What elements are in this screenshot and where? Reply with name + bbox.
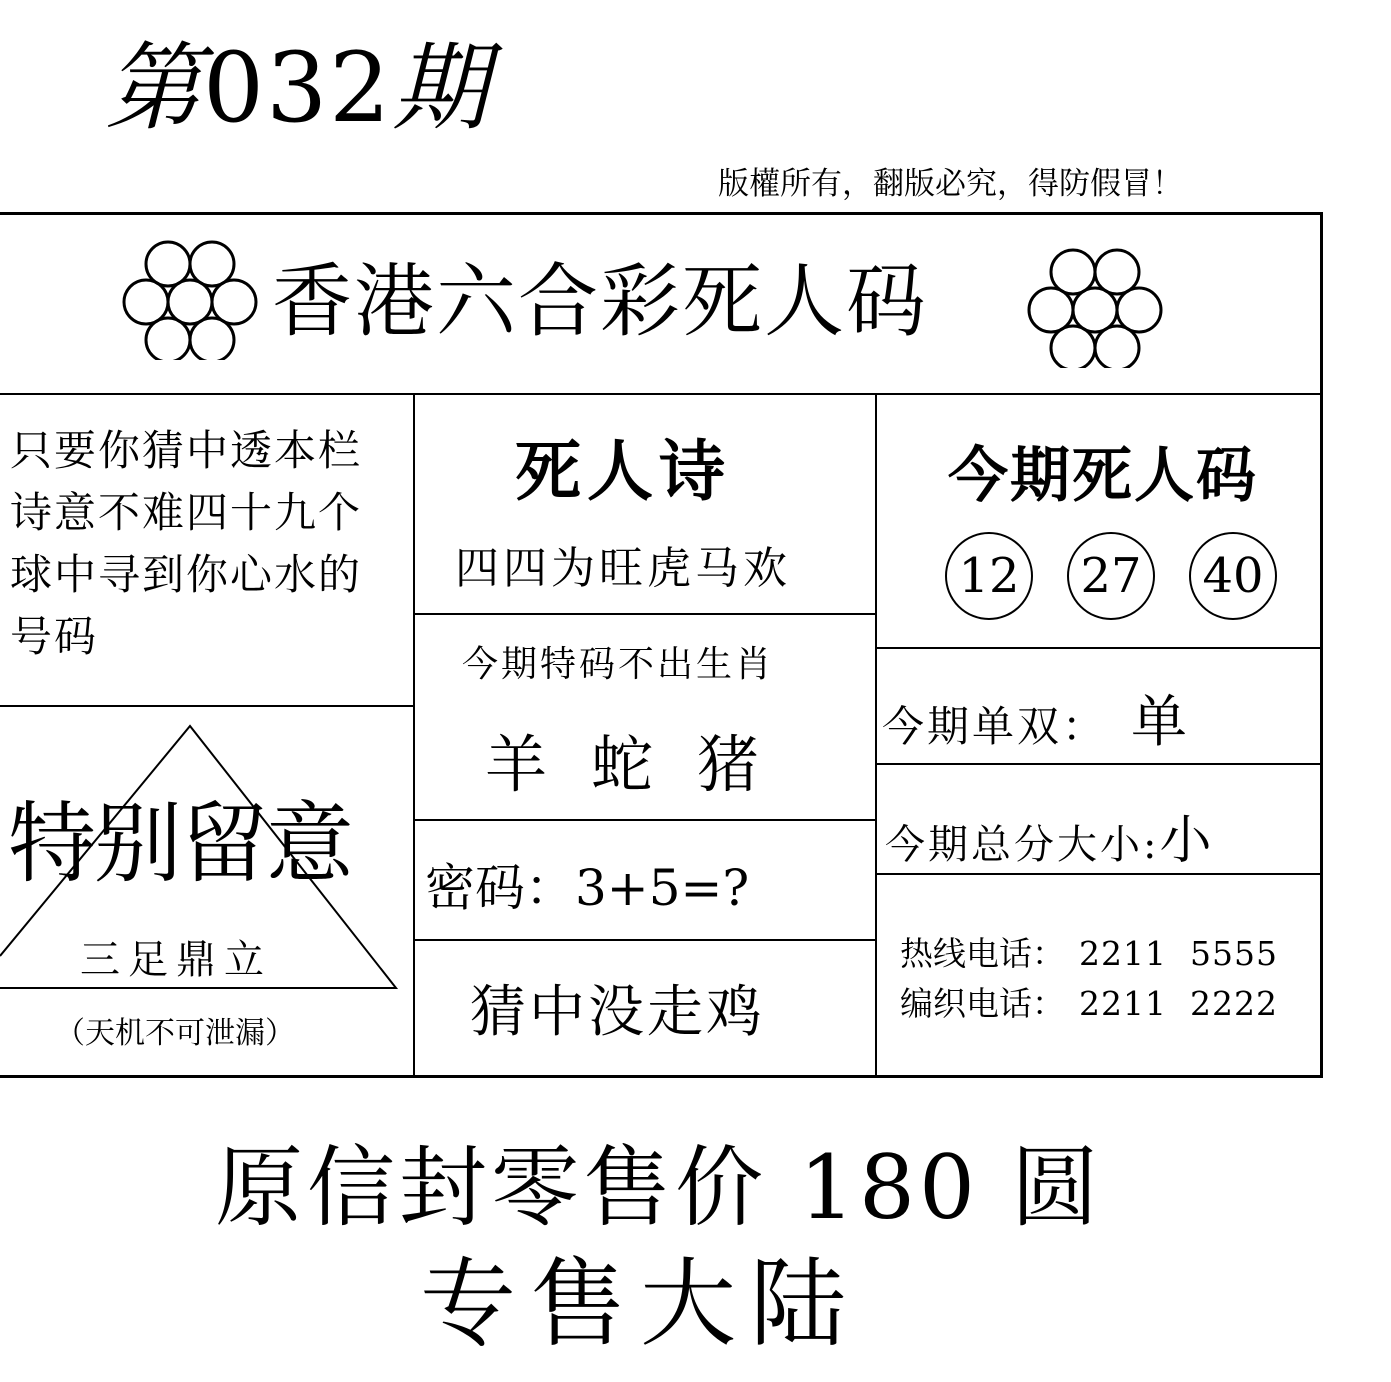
big-small-value: 小 [1159,811,1215,871]
main-title: 香港六合彩死人码 [272,255,928,348]
right-row-divider-3 [875,873,1323,875]
zodiac-item: 羊 [485,728,550,801]
edit-phone-number: 2211 2222 [1079,984,1278,1023]
ball-cluster-right-icon [1025,248,1165,368]
attention-note: （天机不可泄漏） [55,1016,295,1051]
poem-line: 四四为旺虎马欢 [455,543,791,594]
edit-phone-line [900,978,1278,1025]
issue-number: 032 [203,32,393,144]
copyright-notice: 版權所有，翻版必究，得防假冒！ [718,166,1183,202]
middle-bottom-text: 猜中没走鸡 [470,980,765,1045]
zodiac-item: 蛇 [591,728,656,801]
issue-title [105,32,491,144]
issue-suffix: 期 [392,32,491,144]
zodiac-list [485,715,803,804]
poem-hint-text: 只要你猜中透本栏诗意不难四十九个球中寻到你心水的号码 [10,426,363,661]
title-divider [0,393,1320,395]
middle-row-divider-1 [413,613,875,615]
dead-number-title: 今期死人码 [948,441,1258,511]
odd-even-line [882,678,1190,758]
code-value: 3+5=? [575,859,750,917]
hotline-label: 热线电话： [900,934,1065,973]
left-row-divider [0,705,413,707]
zodiac-item: 猪 [697,728,762,801]
dead-number-ball: 12 [945,532,1033,620]
edit-phone-label: 编织电话： [900,984,1065,1023]
right-row-divider-2 [875,763,1323,765]
price-text: 原信封零售价 180 圆 [215,1136,1103,1239]
odd-even-value: 单 [1131,690,1191,755]
attention-text: 三足鼎立 [80,937,272,983]
attention-title: 特别留意 [8,792,353,895]
sale-text: 专售大陆 [420,1248,860,1360]
big-small-line [885,798,1215,873]
hotline-line [900,928,1278,975]
left-column-divider [413,393,415,1078]
code-line [425,848,749,920]
middle-row-divider-3 [413,939,875,941]
code-label: 密码： [425,859,575,917]
right-row-divider-1 [875,647,1323,649]
zodiac-title: 今期特码不出生肖 [462,644,775,685]
middle-row-divider-2 [413,819,875,821]
odd-even-label: 今期单双： [882,702,1108,751]
ball-cluster-left-icon [120,240,260,360]
big-small-label: 今期总分大小: [885,822,1160,868]
poem-title: 死人诗 [515,432,731,510]
issue-prefix: 第 [105,32,203,144]
dead-number-ball: 40 [1189,532,1277,620]
right-column-divider [875,393,877,1078]
hotline-number: 2211 5555 [1079,934,1278,973]
dead-number-ball: 27 [1067,532,1155,620]
dead-number-list [945,532,1277,620]
